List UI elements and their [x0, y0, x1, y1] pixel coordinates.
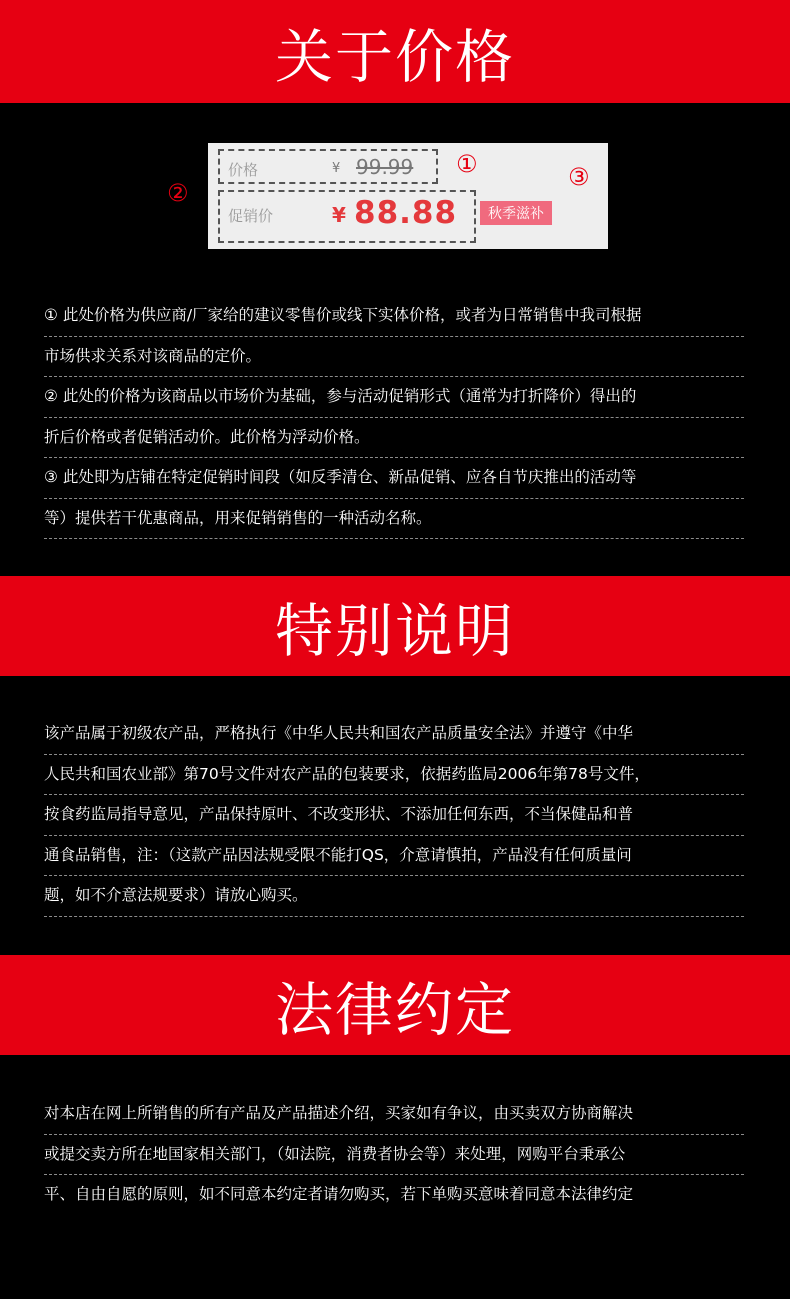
- legal-notes: [44, 1094, 744, 1216]
- text-line: ② 此处的价格为该商品以市场价为基础，参与活动促销形式（通常为打折降价）得出的: [44, 377, 744, 418]
- text-line: 人民共和国农业部》第70号文件对农产品的包装要求，依据药监局2006年第78号文件，: [44, 755, 744, 796]
- promo-price: 88.88: [354, 195, 458, 231]
- price-label: 价格: [228, 161, 259, 179]
- special-notes: [44, 714, 744, 917]
- price-example-panel: [208, 143, 608, 249]
- text-line: 等）提供若干优惠商品，用来促销销售的一种活动名称。: [44, 499, 744, 540]
- text-line: 平、自由自愿的原则，如不同意本约定者请勿购买，若下单购买意味着同意本法律约定: [44, 1185, 634, 1203]
- promo-price-label: 促销价: [228, 207, 274, 225]
- original-price: 99.99: [356, 155, 414, 179]
- text-line: 题，如不介意法规要求）请放心购买。: [44, 876, 744, 917]
- price-notes: [44, 296, 744, 539]
- text-line: ① 此处价格为供应商/厂家给的建议零售价或线下实体价格，或者为日常销售中我司根据: [44, 296, 744, 337]
- text-line: ③ 此处即为店铺在特定促销时间段（如反季清仓、新品促销、应各自节庆推出的活动等: [44, 458, 744, 499]
- marker-2: ②: [167, 179, 189, 207]
- section-banner-legal: [0, 955, 790, 1055]
- marker-1: ①: [456, 150, 478, 178]
- text-line: 市场供求关系对该商品的定价。: [44, 337, 744, 378]
- section-banner-special: [0, 576, 790, 676]
- text-line: 通食品销售，注：（这款产品因法规受限不能打QS，介意请慎拍，产品没有任何质量问: [44, 836, 744, 877]
- section-title-legal: 法律约定: [274, 976, 515, 1044]
- section-banner-price: [0, 0, 790, 103]
- promo-tag: 秋季滋补: [480, 201, 552, 225]
- promo-currency: ¥: [332, 203, 346, 227]
- text-line: 按食药监局指导意见，产品保持原叶、不改变形状、不添加任何东西，不当保健品和普: [44, 795, 744, 836]
- section-title-price: 关于价格: [274, 22, 515, 91]
- text-line: 对本店在网上所销售的所有产品及产品描述介绍，买家如有争议，由买卖双方协商解决: [44, 1094, 744, 1135]
- marker-3: ③: [568, 163, 590, 191]
- price-currency: ¥: [332, 161, 341, 176]
- section-title-special: 特别说明: [274, 597, 515, 665]
- text-line: 该产品属于初级农产品，严格执行《中华人民共和国农产品质量安全法》并遵守《中华: [44, 714, 744, 755]
- text-line: 折后价格或者促销活动价。此价格为浮动价格。: [44, 418, 744, 459]
- text-line: 或提交卖方所在地国家相关部门，（如法院，消费者协会等）来处理，网购平台秉承公: [44, 1135, 744, 1176]
